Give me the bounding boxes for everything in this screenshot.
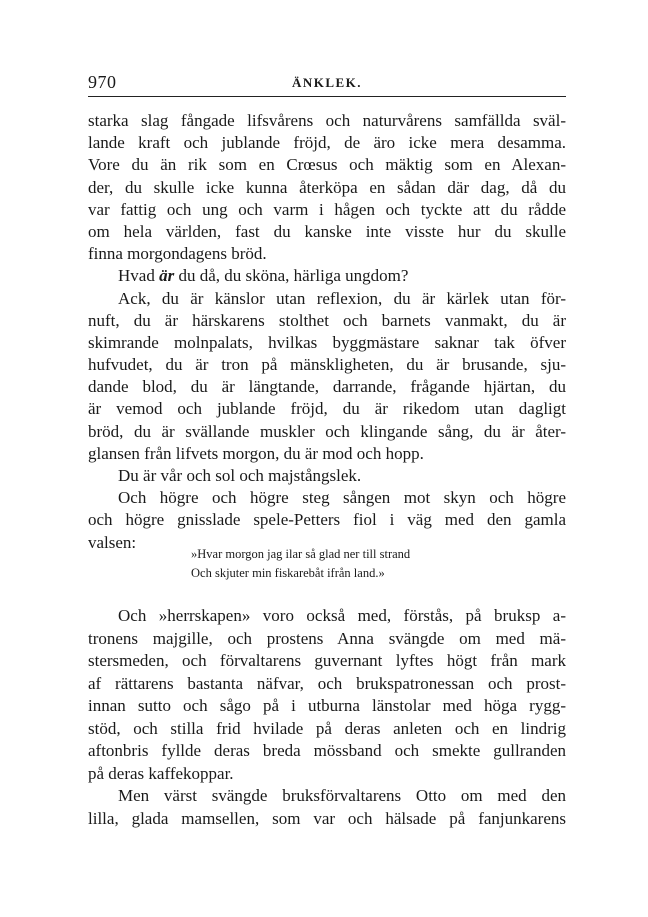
text-line: hufvudet, du är tron på mänskligheten, du är brusande, sju- [88,355,566,375]
verse-line: »Hvar morgon jag ilar så glad ner till strand [191,547,411,561]
text-line: lilla, glada mamsellen, som var och hälsade på fanjunkarens [88,808,566,828]
emphasized-word: är [159,266,175,286]
text-line: bröd, du är svällande muskler och klingande sång, du är åter- [88,421,566,441]
text-line: nuft, du är härskarens stolthet och barnets vanmakt, du är [88,310,566,330]
text-line: på deras kaffekoppar. [88,763,234,783]
running-title: ÄNKLEK. [291,75,363,90]
verse-quote [191,545,410,583]
text-segment: Hvad [118,266,160,286]
verse-line: Och skjuter min fiskarebåt ifrån land.» [191,566,385,580]
text-line: finna morgondagens bröd. [88,244,267,264]
text-line: valsen: [88,532,137,552]
paragraph [88,288,566,466]
page-header [88,68,566,97]
text-line: Men värst svängde bruksförvaltarens Otto om med den [118,786,566,805]
paragraph [88,110,566,265]
paragraph [88,605,566,785]
paragraph [88,487,566,554]
paragraph [88,785,566,830]
text-line: innan sutto och sågo på i utburna länstolar med höga rygg- [88,696,566,715]
text-line: stersmeden, och förvaltarens guvernant lyftes högt från mark [88,651,566,670]
text-segment: du då, du sköna, härliga ungdom? [174,266,409,286]
text-line: der, du skulle icke kunna återköpa en sådan där dag, då du [88,177,566,197]
text-line: starka slag fångade lifsvårens och naturvårens samfällda sväl- [88,111,566,130]
text-line: tronens majgille, och prostens Anna svängde om med mä- [88,628,566,648]
text-line: var fattig och ung och varm i hågen och tyckte att du rådde [88,199,566,219]
body-text-continued [88,605,566,830]
text-line: om hela världen, fast du kanske inte visste hur du skulle [88,221,566,241]
text-line: Vore du än rik som en Crœsus och mäktig som en Alexan- [88,155,566,175]
text-line: Du är vår och sol och majstångslek. [118,466,362,485]
paragraph [88,465,566,487]
paragraph [88,265,566,287]
body-text [88,110,566,554]
text-line: lande kraft och jublande fröjd, de äro icke mera desamma. [88,133,566,153]
text-line: skimrande molnpalats, hvilkas byggmästare saknar tak öfver [88,332,566,352]
text-line: stöd, och stilla frid hvilade på deras anleten och en lindrig [88,718,566,738]
text-line: dande blod, du är längtande, darrande, frågande hjärtan, du [88,377,566,397]
text-line: glansen från lifvets morgon, du är mod och hopp. [88,443,424,463]
text-line: är vemod och jublande fröjd, du är rikedom utan dagligt [88,399,566,419]
page-number: 970 [88,72,117,92]
text-line: Ack, du är känslor utan reflexion, du är kärlek utan för- [118,288,566,308]
text-line: Och högre och högre steg sången mot skyn och högre [118,488,566,508]
text-line: af rättarens bastanta näfvar, och brukspatronessan och prost- [88,673,566,693]
text-line [88,265,566,287]
text-line: och högre gnisslade spele-Petters fiol i väg med den gamla [88,510,566,530]
text-line: aftonbris fyllde deras breda mössband och smekte gullranden [88,741,566,760]
text-line: Och »herrskapen» voro också med, förstås, på bruksp a- [118,606,566,625]
